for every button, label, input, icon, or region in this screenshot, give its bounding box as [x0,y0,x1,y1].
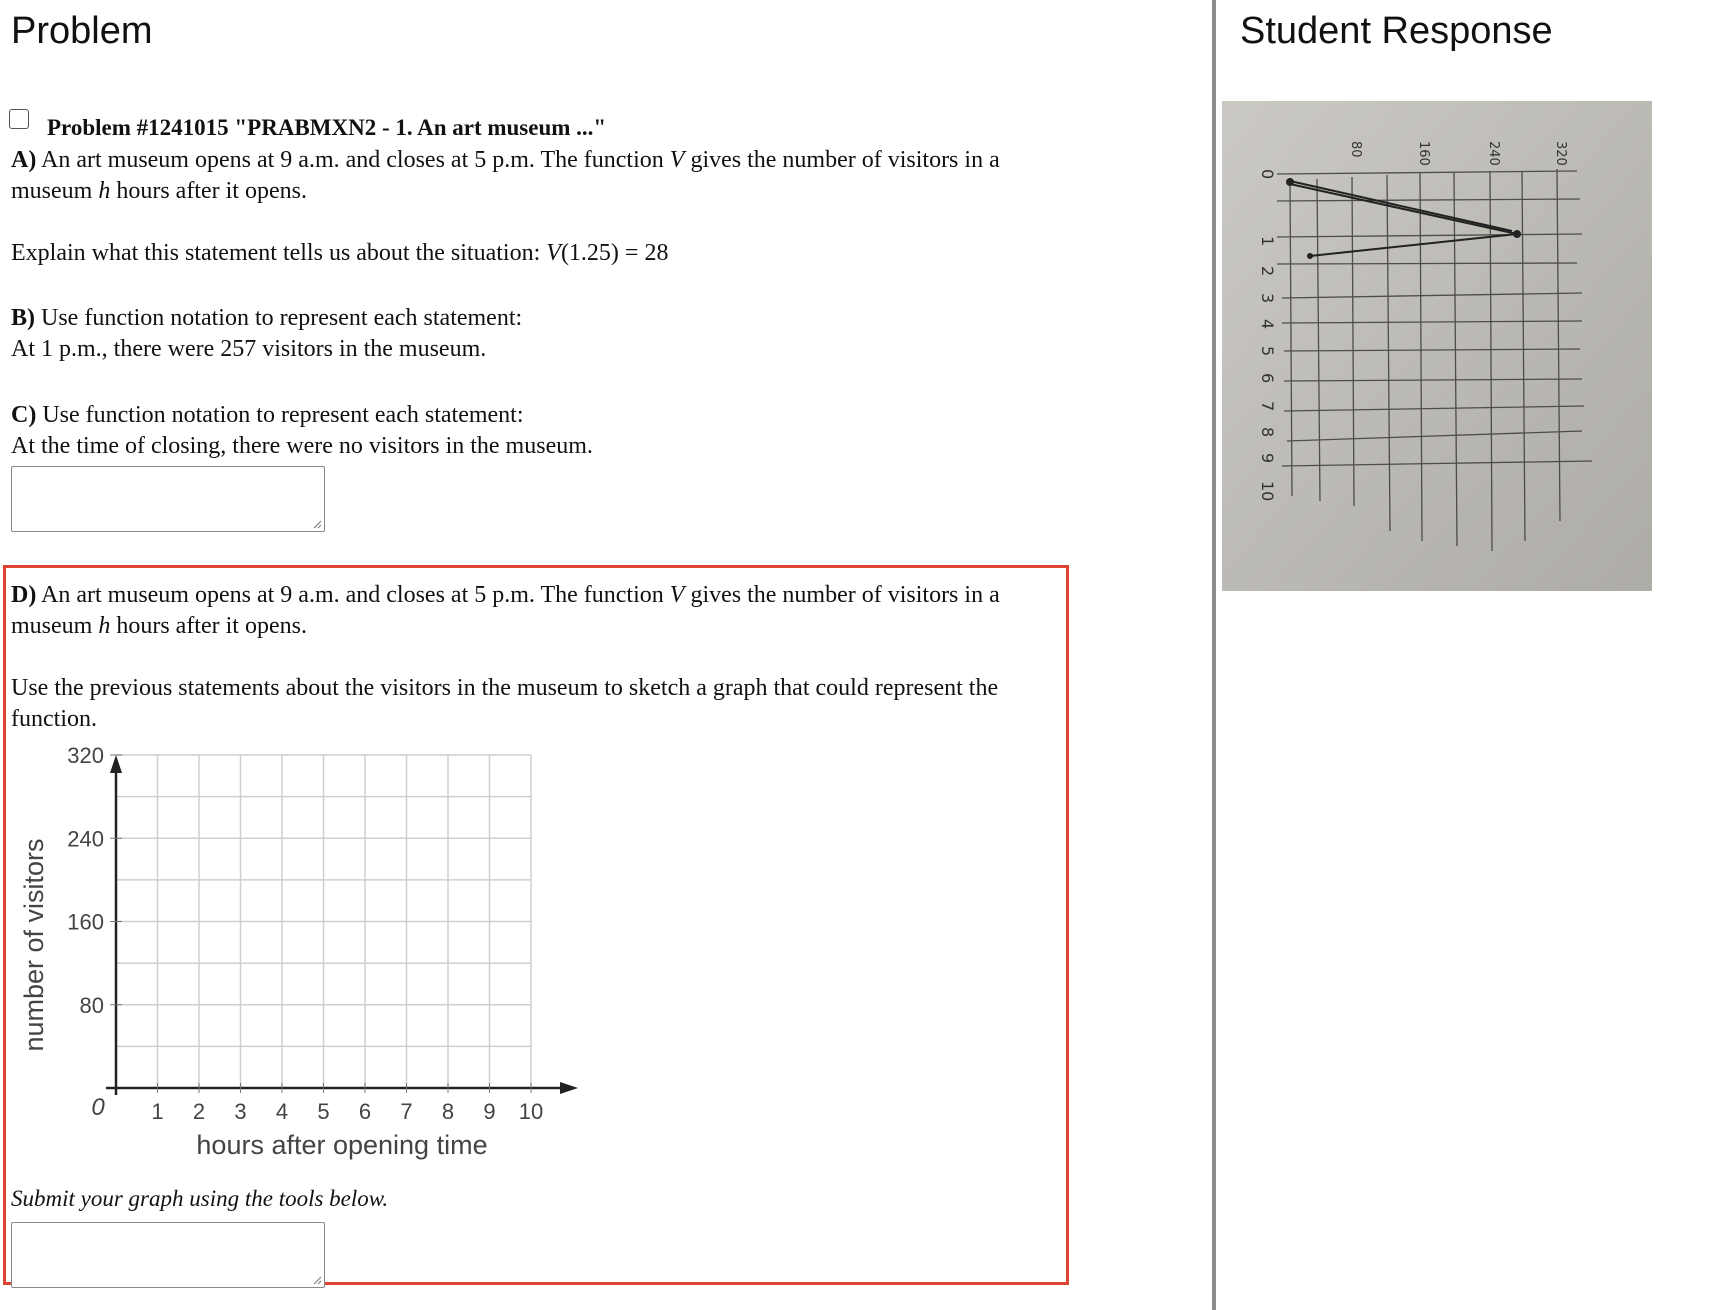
part-b-text: B) Use function notation to represent each statement: At 1 p.m., there were 257 visitors in the museum. [11,305,523,362]
x-tick-label: 4 [275,1099,289,1124]
graph-grid [116,755,531,1088]
y-tick-label: 240 [67,826,104,852]
x-tick-label: 10 [518,1099,544,1124]
x-tick-label: 8 [441,1099,455,1124]
photo-left-label: 5 [1258,346,1277,357]
y-tick-label: 160 [67,909,104,935]
x-tick-label: 5 [317,1099,330,1124]
photo-left-label: 10 [1258,481,1277,502]
y-tick-label: 80 [79,992,104,1018]
photo-top-label: 320 [1553,141,1568,166]
student-response-panel [1216,0,1710,1310]
problem-checkbox[interactable] [9,109,29,129]
photo-left-label: 7 [1258,401,1277,412]
y-axis-label: number of visitors [19,838,49,1052]
photo-left-label: 3 [1258,293,1277,304]
part-d-answer-input[interactable] [11,1222,325,1288]
photo-top-label: 160 [1416,141,1431,166]
y-axis-arrow [110,755,122,773]
part-d-instructions: Use the previous statements about the visitors in the museum to sketch a graph that could represent the function. [11,675,999,732]
part-c-answer-input[interactable] [11,466,325,532]
photo-left-label: 9 [1258,453,1277,464]
x-axis-arrow [560,1082,578,1094]
photo-top-label: 240 [1486,141,1501,166]
student-response-heading: Student Response [1240,10,1553,52]
problem-title: Problem #1241015 "PRABMXN2 - 1. An art museum ..." [47,115,607,140]
x-tick-label: 6 [358,1099,372,1124]
photo-left-label: 6 [1258,373,1277,384]
origin-label: 0 [91,1094,105,1121]
student-response-photo [1222,101,1652,591]
y-tick-label: 320 [67,745,104,768]
part-a-explain: Explain what this statement tells us about the situation: V(1.25) = 28 [11,240,669,266]
part-a-text: A) An art museum opens at 9 a.m. and closes at 5 p.m. The function V gives the number of visitors in a museum h hours after it opens. [11,147,1000,204]
part-d-submit-instruction: Submit your graph using the tools below. [11,1186,389,1211]
x-tick-label: 3 [234,1099,247,1124]
photo-top-label: 80 [1348,141,1363,158]
part-c-text: C) Use function notation to represent each statement: At the time of closing, there were no visitors in the museum. [11,402,593,459]
photo-left-label: 4 [1258,319,1277,330]
photo-left-label: 0 [1258,169,1277,180]
visitors-graph [11,745,631,1185]
problem-heading: Problem [11,10,153,52]
part-d-text: D) An art museum opens at 9 a.m. and closes at 5 p.m. The function V gives the number of visitors in a museum h hours after it opens. [11,582,1000,639]
photo-left-label: 2 [1258,266,1277,277]
x-axis-label: hours after opening time [196,1130,488,1160]
x-tick-label: 7 [400,1099,413,1124]
resize-grip-icon[interactable] [312,519,322,529]
x-tick-label: 9 [483,1099,496,1124]
photo-left-label: 8 [1258,427,1277,438]
x-tick-label: 1 [151,1099,164,1124]
x-tick-label: 2 [192,1099,206,1124]
photo-left-label: 1 [1258,236,1277,247]
resize-grip-icon[interactable] [312,1275,322,1285]
